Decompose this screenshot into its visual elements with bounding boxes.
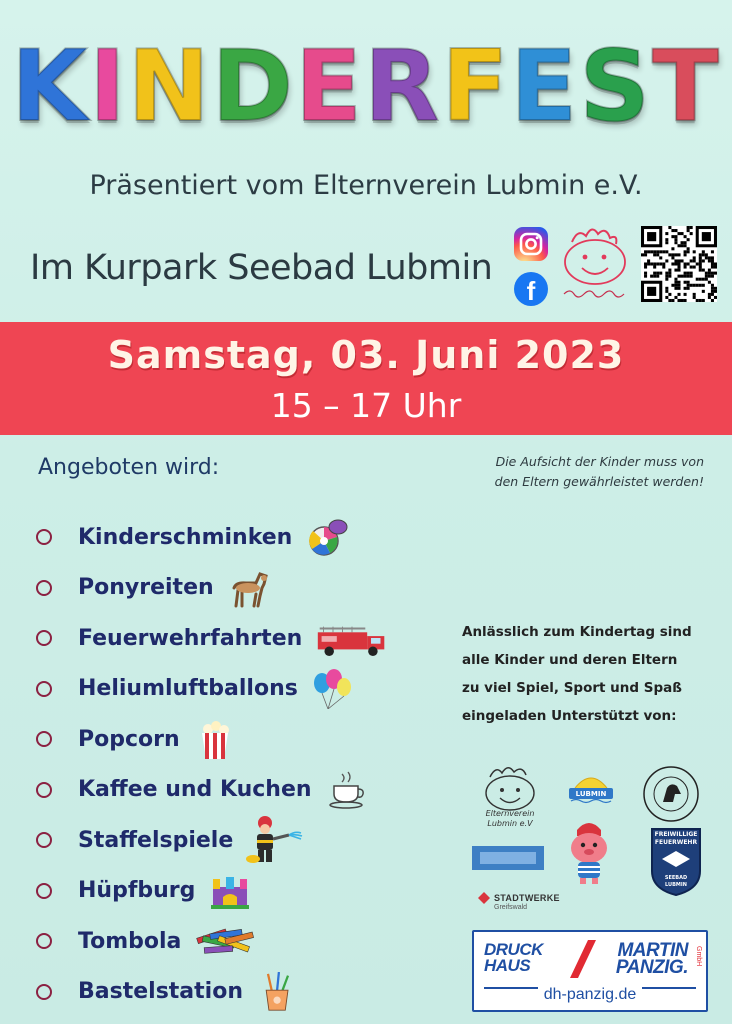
crayons-icon — [193, 921, 259, 961]
list-item — [36, 866, 390, 917]
sponsor-feuerwehr-badge — [648, 825, 704, 897]
pony-icon — [226, 568, 272, 608]
face-paint-palette-icon — [304, 517, 350, 557]
list-item — [36, 613, 390, 664]
feuerwehr-line: SEEBAD LUBMIN — [664, 875, 688, 888]
circle-bullet-icon — [36, 782, 52, 798]
sponsor-blue-banner — [472, 846, 544, 870]
invite-line: Anlässlich zum Kindertag sind — [462, 624, 692, 640]
feuerwehr-line: FREIWILLIGE — [654, 831, 698, 838]
circle-bullet-icon — [36, 681, 52, 697]
title-letter: N — [127, 30, 212, 144]
list-item — [36, 765, 390, 816]
elternverein-logo — [558, 222, 632, 304]
notice-line: Die Aufsicht der Kinder muss von — [495, 454, 704, 469]
offers-heading: Angeboten wird: — [38, 455, 220, 480]
page-title — [0, 30, 732, 144]
offer-label: Staffelspiele — [78, 827, 234, 853]
invitation-text — [462, 618, 712, 730]
feuerwehr-line: FEUERWEHR — [654, 839, 698, 846]
supervision-notice — [440, 452, 704, 492]
sponsor-stadtwerke-logo — [478, 892, 560, 911]
druckhaus-text: HAUS — [484, 956, 531, 975]
offer-label: Ponyreiten — [78, 575, 214, 601]
bouncy-castle-icon — [207, 871, 253, 911]
invite-line: zu viel Spiel, Sport und Spaß — [462, 680, 682, 696]
circle-bullet-icon — [36, 883, 52, 899]
sponsor-riding-club-seal — [641, 764, 701, 824]
list-item — [36, 664, 390, 715]
offer-label: Heliumluftballons — [78, 676, 298, 702]
notice-line: den Eltern gewährleistet werden! — [494, 474, 704, 489]
druckhaus-left — [484, 942, 543, 974]
stadtwerke-name: STADTWERKE — [494, 893, 560, 903]
offer-label: Hüpfburg — [78, 878, 196, 904]
balloons-icon — [310, 669, 356, 709]
sponsor-elternverein-text: Elternverein Lubmin e.V — [485, 809, 535, 828]
coffee-cup-icon — [324, 770, 370, 810]
event-time: 15 – 17 Uhr — [270, 386, 462, 425]
druckhaus-slash-icon — [570, 940, 596, 978]
list-item — [36, 714, 390, 765]
offer-label: Popcorn — [78, 726, 180, 752]
circle-bullet-icon — [36, 832, 52, 848]
circle-bullet-icon — [36, 731, 52, 747]
offer-label: Tombola — [78, 928, 182, 954]
stadtwerke-icon — [478, 892, 490, 904]
title-letter: E — [510, 30, 580, 144]
list-item — [36, 967, 390, 1018]
title-letter: K — [11, 30, 90, 144]
firefighter-icon — [245, 815, 305, 865]
offer-label: Kinderschminken — [78, 524, 293, 550]
title-letter: R — [363, 30, 442, 144]
facebook-icon[interactable]: f — [514, 272, 548, 306]
circle-bullet-icon — [36, 984, 52, 1000]
circle-bullet-icon — [36, 933, 52, 949]
title-letter: S — [579, 30, 652, 144]
craft-supplies-icon — [255, 972, 301, 1012]
druckhaus-right — [616, 942, 688, 976]
instagram-icon[interactable] — [514, 227, 548, 261]
offer-label: Feuerwehrfahrten — [78, 625, 303, 651]
stadtwerke-city: Greifswald — [494, 904, 528, 911]
offer-label: Bastelstation — [78, 979, 243, 1005]
sponsor-mascot-icon — [565, 818, 613, 886]
title-letter: D — [211, 30, 296, 144]
circle-bullet-icon — [36, 580, 52, 596]
list-item — [36, 815, 390, 866]
druckhaus-url[interactable] — [474, 986, 706, 1004]
popcorn-icon — [192, 719, 238, 759]
title-letter: F — [441, 30, 511, 144]
sponsor-druckhaus-logo — [472, 930, 708, 1012]
sponsor-lubmin-text: LUBMIN — [575, 790, 607, 798]
sponsor-lubmin-logo — [565, 770, 617, 806]
title-letter: I — [89, 30, 128, 144]
fire-truck-icon — [314, 618, 390, 658]
druckhaus-text: DRUCK — [484, 940, 543, 959]
invite-line: eingeladen Unterstützt von: — [462, 708, 677, 724]
sponsor-elternverein-logo — [478, 763, 542, 833]
invite-line: alle Kinder und deren Eltern — [462, 652, 678, 668]
event-location: Im Kurpark Seebad Lubmin — [30, 248, 493, 288]
list-item — [36, 916, 390, 967]
list-item — [36, 563, 390, 614]
list-item — [36, 512, 390, 563]
circle-bullet-icon — [36, 529, 52, 545]
druckhaus-text: MARTIN — [617, 940, 688, 961]
event-date: Samstag, 03. Juni 2023 — [107, 333, 625, 377]
title-letter: T — [651, 30, 721, 144]
offers-list — [36, 512, 390, 1017]
druckhaus-url-text[interactable]: dh-panzig.de — [538, 986, 643, 1003]
druckhaus-gmbh: GmbH — [695, 946, 702, 967]
qr-code[interactable] — [641, 226, 717, 302]
druckhaus-text: PANZIG. — [615, 957, 688, 978]
feuerwehr-text — [654, 831, 698, 847]
title-letter: E — [295, 30, 364, 144]
subtitle: Präsentiert vom Elternverein Lubmin e.V. — [89, 170, 643, 201]
offer-label: Kaffee und Kuchen — [78, 777, 312, 803]
circle-bullet-icon — [36, 630, 52, 646]
